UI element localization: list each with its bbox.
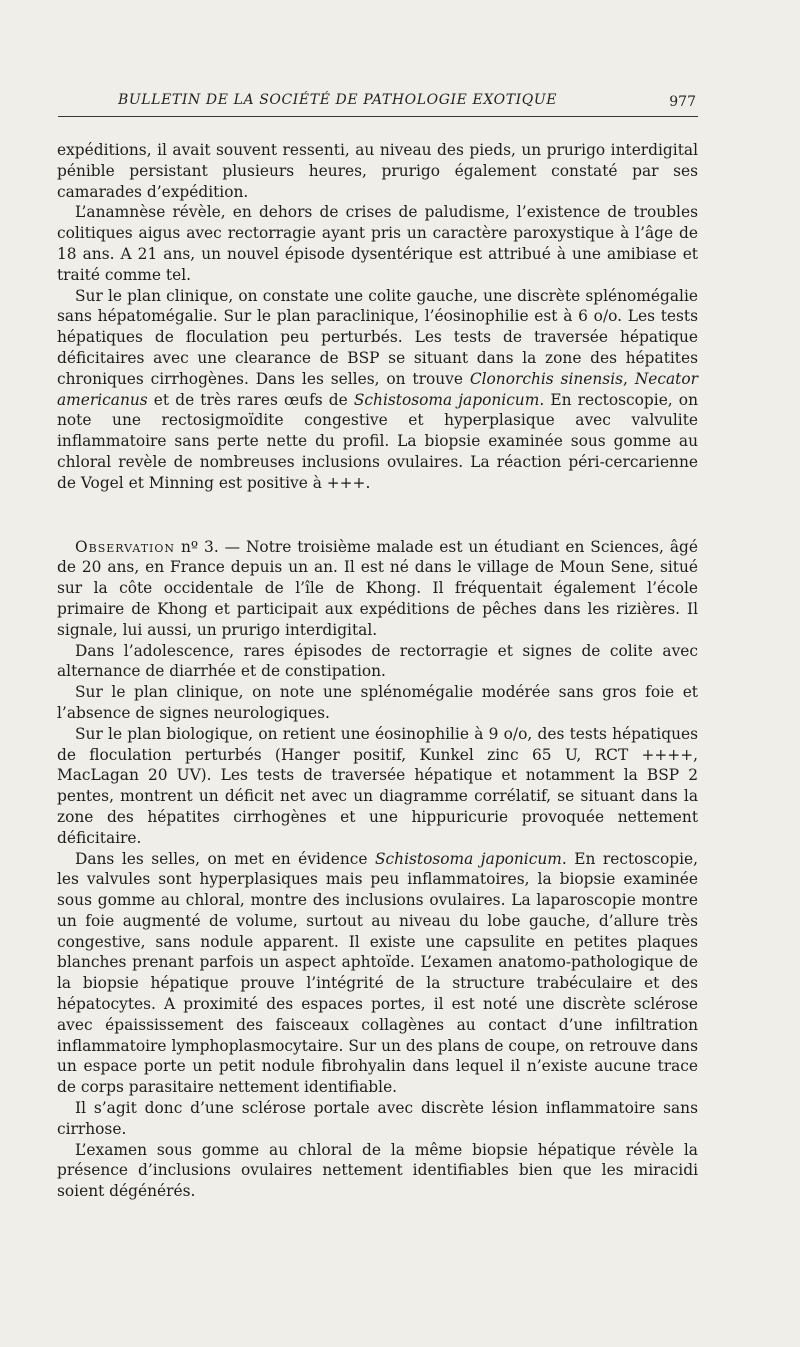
paragraph-9: Il s’agit donc d’une sclérose portale avec discrète lésion inflammatoire sans cirrhose. [57, 1099, 698, 1138]
paragraph-3-text-b: , [623, 369, 635, 388]
paragraph-8-text-a: Dans les selles, on met en évidence [75, 849, 376, 868]
clonorchis-name: Clonorchis sinensis [469, 369, 624, 388]
necator-name: Necator americanus [57, 369, 698, 409]
paragraph-10: L’examen sous gomme au chloral de la même biopsie hépatique révèle la présence d’inclusions ovulaires nettement identifiables bien que les miracidi soient dégénérés. [57, 1140, 698, 1201]
observation-label: Observation [75, 537, 176, 556]
paragraph-1: expéditions, il avait souvent ressenti, au niveau des pieds, un prurigo interdigital pénible persistant plusieurs heures, prurigo également constaté par ses camarades d’expédition. [57, 141, 698, 201]
paragraph-3-text-d: . En rectoscopie, on note une rectosigmoïdite congestive et hyperplasique avec valvulite inflammatoire sans perte nette du profil. La biopsie examinée sous gomme au chloral revèle de nombreuses inclusions ovulaires. La réaction péri-cercarienne de Vogel et Minning est positive à +++. [57, 390, 698, 492]
observation-3-text: — Notre troisième malade est un étudiant en Sciences, âgé de 20 ans, en France depuis un an. Il est né dans le village de Moun Sene, situé sur la côte occidentale de l’île de Khong. Il fréquentait également l’école primaire de Khong et participait aux expéditions de pêches dans les rizières. Il signale, lui aussi, un prurigo interdigital. [57, 537, 698, 639]
paragraph-3-text-a: Sur le plan clinique, on constate une colite gauche, une discrète splénomégalie sans hépatomégalie. Sur le plan paraclinique, l’éosinophilie est à 6 o/o. Les tests hépatiques de floculation peu perturbés. Les tests de traversée hépatique déficitaires avec une clearance de BSP se situant dans la zone des hépatites chroniques cirrhogènes. Dans les selles, on trouve [57, 286, 698, 388]
body-text [57, 140, 698, 1202]
paragraph-3 [57, 286, 698, 494]
paragraph-8 [57, 849, 698, 1099]
page-number: 977 [669, 94, 696, 110]
observation-3-paragraph [57, 537, 698, 641]
paragraph-7: Sur le plan biologique, on retient une éosinophilie à 9 o/o, des tests hépatiques de floculation perturbés (Hanger positif, Kunkel zinc 65 U, RCT ++++, MacLagan 20 UV). Les tests de traversée hépatique et notamment la BSP 2 pentes, montrent un déficit net avec un diagramme corrélatif, se situant dans la zone des hépatites cirrhogènes et une hippuricurie provoquée nettement déficitaire. [57, 724, 698, 847]
paragraph-3-text-c: et de très rares œufs de [147, 390, 354, 409]
paragraph-8-text-b: . En rectoscopie, les valvules sont hyperplasiques mais peu inflammatoires, la biopsie examinée sous gomme au chloral, montre des inclusions ovulaires. La laparoscopie montre un foie augmenté de volume, surtout au niveau du lobe gauche, d’allure très congestive, sans nodule apparent. Il existe une capsulite en petites plaques blanches prenant parfois un aspect aphtoïde. L’examen anatomo-pathologique de la biopsie hépatique prouve l’intégrité de la structure trabéculaire et des hépatocytes. A proximité des espaces portes, il est noté une discrète sclérose avec épaississement des faisceaux collagènes au contact d’une infiltration inflammatoire lymphoplasmocytaire. Sur un des plans de coupe, on retrouve dans un espace porte un petit nodule fibrohyalin dans lequel il n’existe aucune trace de corps parasitaire nettement identifiable. [57, 849, 699, 1097]
paragraph-6: Sur le plan clinique, on note une splénomégalie modérée sans gros foie et l’absence de signes neurologiques. [57, 683, 698, 722]
paragraph-2: L’anamnèse révèle, en dehors de crises de paludisme, l’existence de troubles colitiques aigus avec rectorragie ayant pris un caractère paroxystique à l’âge de 18 ans. A 21 ans, un nouvel épisode dysentérique est attribué à une amibiase et traité comme tel. [57, 203, 698, 284]
schistosoma-name-2: Schistosoma japonicum [375, 849, 562, 868]
running-header [58, 90, 698, 117]
schistosoma-name: Schistosoma japonicum [353, 390, 540, 409]
section-gap [57, 494, 698, 537]
observation-number: nº 3. [175, 537, 219, 556]
paragraph-5: Dans l’adolescence, rares épisodes de rectorragie et signes de colite avec alternance de diarrhée et de constipation. [57, 641, 698, 681]
journal-title: BULLETIN DE LA SOCIÉTÉ DE PATHOLOGIE EXOTIQUE [118, 92, 558, 108]
